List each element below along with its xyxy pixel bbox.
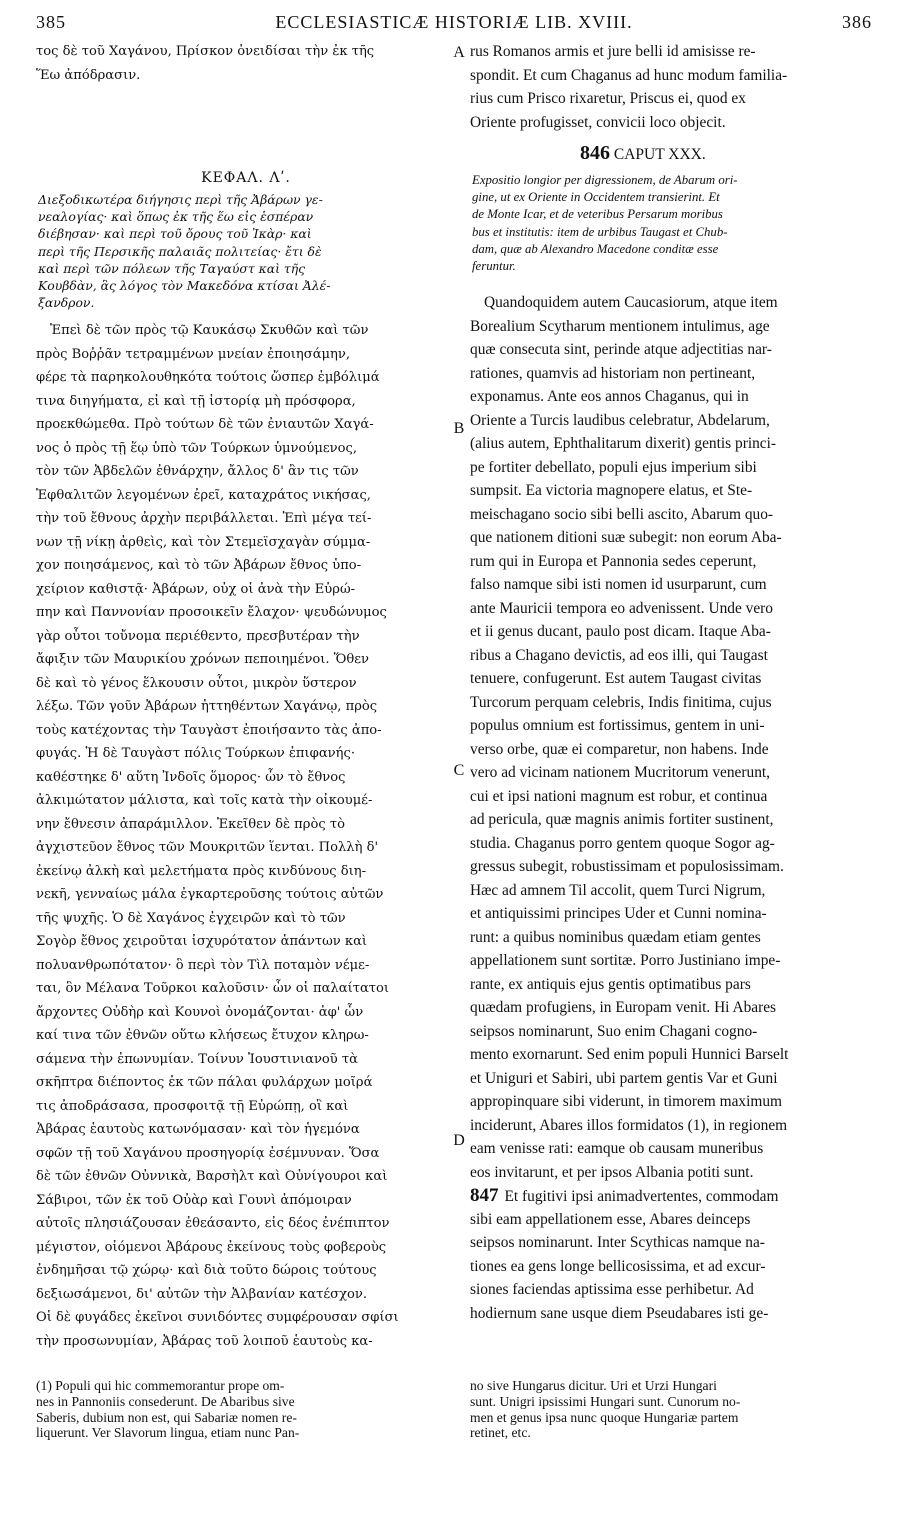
latin-body-line: mento exornarunt. Sed enim populi Hunnici Barselt <box>470 1046 789 1064</box>
latin-body-line: eam venisse rati: eamque ob causam muneribus <box>470 1140 764 1158</box>
latin-body-line: verso orbe, quæ ei comparetur, non habens. Inde <box>470 740 769 758</box>
latin-body-line: ante Mauricii tempora eo advenissent. Unde vero <box>470 599 774 617</box>
latin-body-line: gressus subegit, robustissimam et populosissimam. <box>470 858 784 876</box>
footnote-line: Saberis, dubium non est, qui Sabariæ nomen re- <box>36 1409 297 1425</box>
greek-chapter-title: ΚΕΦΑΛ. Λʹ. <box>201 170 291 186</box>
latin-body-line: hodiernum sane usque diem Pseudabares isti ge- <box>470 1304 769 1322</box>
latin-body-line: tenuere, confugerunt. Est autem Taugast civitas <box>470 670 762 688</box>
greek-body-line: ται, ὃν Μέλανα Τοῦρκοι καλοῦσιν· ὧν οἱ παλαίτατοι <box>36 981 390 997</box>
latin-body-line: tiones ea gens longe bellicosissima, et ad excur- <box>470 1257 766 1275</box>
summary-line: bus et institutis: item de urbibus Taugast et Chub- <box>472 224 728 239</box>
latin-body-line: sibi eam appellationem esse, Abares deinceps <box>470 1210 751 1228</box>
greek-body-line: σκῆπτρα διέποντος ἐκ τῶν πάλαι φυλάρχων μοῖρά <box>36 1075 373 1091</box>
latin-body-line: falso namque sibi isti nomen id usurparunt, cum <box>470 576 767 594</box>
greek-body-line: τὴν προσωνυμίαν, Ἀβάρας τοῦ λοιποῦ ἑαυτοὺς κα- <box>36 1333 373 1349</box>
latin-body-line: Et fugitivi ipsi animadvertentes, commodam <box>504 1188 779 1206</box>
footnote-line: no sive Hungarus dicitur. Uri et Urzi Hungari <box>470 1378 717 1393</box>
latin-body-line: appellationem sunt sortitæ. Porro Justiniano impe- <box>470 952 781 970</box>
greek-column <box>36 40 456 1353</box>
summary-line: διέβησαν· καὶ περὶ τοῦ ὄρους τοῦ Ἰκὰρ· καὶ <box>38 226 312 242</box>
latin-body-line: et antiquissimi principes Uder et Cunni nomina- <box>470 905 767 923</box>
summary-line: νεαλογίας· καὶ ὅπως ἐκ τῆς ἕω εἰς ἑσπέραν <box>38 209 314 225</box>
greek-body-line: πρὸς Βοῤῥᾶν τετραμμένων μνείαν ἐποιησάμην, <box>36 346 351 362</box>
greek-body-line: σφῶν τῇ τοῦ Χαγάνου προσηγορίᾳ ἐσέμνυναν. Ὅσα <box>36 1145 380 1161</box>
latin-body-line: Borealium Scytharum mentionem intulimus, age <box>470 317 770 335</box>
greek-body-line: Ἐφθαλιτῶν λεγομένων ἐρεῖ, καταχράτος νικήσας, <box>36 487 371 503</box>
greek-body-line: ἐνδημῆσαι τῷ χώρῳ· καὶ διὰ τοῦτο δώροις τούτους <box>36 1263 377 1279</box>
summary-line: ξανδρον. <box>38 295 95 311</box>
greek-body <box>36 319 456 1353</box>
footnote-right <box>470 1378 872 1441</box>
latin-body-line: et ii genus ducant, paulo post dicam. Itaque Aba- <box>470 623 771 641</box>
margin-letter: B <box>453 420 465 437</box>
footnote-line: retinet, etc. <box>470 1425 531 1441</box>
greek-body-line: Σογὸρ ἔθνος χειροῦται ἰσχυρότατον ἁπάντων καὶ <box>36 934 368 950</box>
greek-body-line: νων τῇ νίκῃ ἀρθεὶς, καὶ τὸν Στεμεϊσχαγὰν σύμμα- <box>36 534 371 550</box>
greek-body-line: τὸν τῶν Ἀβδελῶν ἐθνάρχην, ἄλλος δ' ἂν τις τῶν <box>36 464 359 480</box>
greek-body-line: ἀγχιστεῦον ἔθνος τῶν Μουκριτῶν ἵενται. Πολλὴ δ' <box>36 840 379 856</box>
summary-line: de Monte Icar, et de veteribus Persarum moribus <box>472 207 723 222</box>
footnote-line: men et genus ipsa nunc quoque Hungariæ partem <box>470 1409 739 1425</box>
latin-body-line: exponamus. Ante eos annos Chaganus, qui in <box>470 388 749 406</box>
latin-body-line: seipsos nominarunt. Inter Scythicas namque na- <box>470 1234 765 1252</box>
latin-body-line: ad pericula, quæ magnis animis fortiter sustinent, <box>470 811 774 829</box>
summary-line: Expositio longior per digressionem, de Abarum ori- <box>472 173 738 187</box>
greek-body-line: μέγιστον, οἰόμενοι Ἀβάρους ἐκείνους τοὺς φοβεροὺς <box>36 1239 387 1255</box>
latin-body-line: studia. Chaganus porro gentem quoque Sogor ag- <box>470 834 775 852</box>
summary-line: περὶ τῆς Περσικῆς παλαιᾶς πολιτείας· ἔτι δὲ <box>38 243 322 259</box>
column-number: 847 <box>470 1185 499 1207</box>
latin-body-line: eos invitarunt, et per ipsos Albania potiti sunt. <box>470 1163 754 1181</box>
margin-letter: A <box>453 44 465 61</box>
greek-body-line: τοὺς κατέχοντας τὴν Ταυγὰστ ἐποιήσαντο τὰς ἀπο- <box>36 722 382 738</box>
greek-top-line: τος δὲ τοῦ Χαγάνου, Πρίσκον ὀνειδίσαι τὴν ἐκ τῆς <box>36 44 375 59</box>
latin-body-line: Quandoquidem autem Caucasiorum, atque item <box>484 294 778 312</box>
latin-paragraph-start <box>470 1184 872 1208</box>
greek-body-line: χείριον καθιστᾷ· Ἀβάρων, οὐχ οἱ ἀνὰ τὴν Εὐρώ- <box>36 581 356 597</box>
footnote-left <box>36 1378 456 1441</box>
footnote-line: sunt. Unigri ipsissimi Hungari sunt. Cunorum no- <box>470 1393 741 1409</box>
latin-body-line: ribus a Chagano devictis, ad eos illi, qui Taugast <box>470 646 768 664</box>
latin-body-line: et Uniguri et Sabiri, ubi partem gentis Var et Guni <box>470 1069 778 1087</box>
column-number: 846 <box>580 142 610 164</box>
latin-body-line: (alius autem, Ephthalitarum dixerit) gentis princi- <box>470 435 777 453</box>
footnote-line: nes in Pannoniis consederunt. De Abaribus sive <box>36 1393 295 1409</box>
summary-line: gine, ut ex Oriente in Occidentem transierint. Et <box>472 190 720 205</box>
greek-body-line: νος ὁ πρὸς τῇ ἕῳ ὑπὸ τῶν Τούρκων ὑμνούμενος, <box>36 440 357 456</box>
latin-body <box>470 291 872 1325</box>
margin-letter: C <box>453 762 465 779</box>
latin-top-line: rus Romanos armis et jure belli id amisisse re- <box>470 43 756 60</box>
greek-body-line: νην ἔθνεσιν ἀπαράμιλλον. Ἐκεῖθεν δὲ πρὸς τὸ <box>36 816 345 832</box>
latin-body-line: quædam profugiens, in Europam venit. Hi Abares <box>470 999 777 1017</box>
greek-body-line: πην καὶ Παννονίαν προσοικεῖν ἔλαχον· ψευδώνυμος <box>36 605 387 621</box>
latin-body-line: rante, ex antiquis ejus gentis optimatibus pars <box>470 975 751 993</box>
greek-body-line: δὲ καὶ τὸ γένος ἕλκουσιν οὗτοι, μικρὸν ὕστερον <box>36 675 357 691</box>
greek-body-line: λέξω. Τῶν γοῦν Ἀβάρων ἡττηθέντων Χαγάνῳ, πρὸς <box>36 699 378 715</box>
greek-body-line: τὴν τοῦ ἔθνους ἀρχὴν περιβάλλεται. Ἐπὶ μέγα τεί- <box>36 511 372 527</box>
summary-line: Διεξοδικωτέρα διήγησις περὶ τῆς Ἀβάρων γε- <box>38 192 323 207</box>
greek-body-line: γὰρ οὗτοι τοὔνομα περιέθεντο, πρεσβυτέραν τὴν <box>36 628 360 644</box>
greek-body-line: δεξιωσάμενοι, δι' αὐτῶν τὴν Ἀλβανίαν κατέσχον. <box>36 1286 368 1302</box>
greek-top-line: Ἕω ἀπόδρασιν. <box>36 67 141 83</box>
latin-body-line: vero ad vicinam nationem Mucritorum venerunt, <box>470 764 771 782</box>
greek-body-line: Ἐπεὶ δὲ τῶν πρὸς τῷ Καυκάσῳ Σκυθῶν καὶ τῶν <box>50 323 369 339</box>
running-header <box>36 6 872 38</box>
latin-body-line: runt: a quibus nominibus quædam etiam gentes <box>470 928 761 946</box>
latin-top-line: spondit. Et cum Chaganus ad hunc modum familia- <box>470 66 788 84</box>
greek-body-line: χον ποιησάμενος, καὶ τὸ τῶν Ἀβάρων ἔθνος ὑπο- <box>36 558 362 574</box>
summary-line: Κουβδὰν, ἃς λόγος τὸν Μακεδόνα κτίσαι Ἀλέ- <box>38 277 331 293</box>
latin-body-line: rum qui in Europa et Pannonia sedes ceperunt, <box>470 552 757 570</box>
latin-body-line: appropinquare sibi viderunt, in timorem maximum <box>470 1093 783 1111</box>
latin-body-line: populus omnium est fortissimus, gentem in uni- <box>470 717 765 735</box>
latin-body-line: quæ consecuta sint, perinde atque adjectitias nar- <box>470 341 772 359</box>
greek-body-line: καί τινα τῶν ἐθνῶν οὕτω κλήσεως ἔτυχον κληρω- <box>36 1028 369 1044</box>
greek-body-line: σάμενα τὴν ἐπωνυμίαν. Τοίνυν Ἰουστινιανοῦ τὰ <box>36 1051 359 1067</box>
footnote-line: liquerunt. Ver Slavorum lingua, etiam nunc Pan- <box>36 1425 300 1441</box>
summary-line: καὶ περὶ τῶν πόλεων τῆς Ταγαύστ καὶ τῆς <box>38 260 306 276</box>
latin-chapter-heading <box>470 142 872 168</box>
greek-body-line: ἐκείνῳ ἀλκὴ καὶ μελετήματα πρὸς κινδύνους διη- <box>36 863 367 879</box>
greek-body-line: πολυανθρωπότατον· ὃ περὶ τὸν Τὶλ ποταμὸν νέμε- <box>36 957 370 973</box>
latin-body-line: sumpsit. Ea victoria magnopere elatus, et Ste- <box>470 482 753 500</box>
greek-body-line: νεκῆ, γενναίως μάλα ἐγκαρτεροῦσης τούτοις αὐτῶν <box>36 887 384 903</box>
greek-body-line: φυγάς. Ἡ δὲ Ταυγὰστ πόλις Τούρκων ἐπιφανής· <box>36 746 355 762</box>
latin-column <box>470 40 872 1325</box>
greek-body-line: Σάβιροι, τῶν ἐκ τοῦ Οὐὰρ καὶ Γουνὶ ἀπόμοιραν <box>36 1192 352 1208</box>
latin-top-line: Oriente profugisset, convicii loco objecit. <box>470 113 726 131</box>
latin-body-line: meischagano socio sibi belli ascito, Abarum quo- <box>470 505 774 523</box>
latin-body-line: cui et ipsi nationi magnum est robur, et continua <box>470 787 768 805</box>
latin-body-line: siones faciendas aptissima esse perhibetur. Ad <box>470 1281 754 1299</box>
greek-body-line: καθέστηκε δ' αὕτη Ἰνδοῖς ὅμορος· ὧν τὸ ἔθνος <box>36 769 346 785</box>
running-head: ECCLESIASTICÆ HISTORIÆ LIB. XVIII. <box>275 12 633 32</box>
greek-body-line: ἄρχοντες Οὐδὴρ καὶ Κουνοὶ ὀνομάζονται· ἀφ' ὧν <box>36 1004 364 1020</box>
margin-letter: D <box>453 1132 465 1149</box>
greek-body-line: Ἀβάρας ἑαυτοὺς κατωνόμασαν· καὶ τὸν ἡγεμόνα <box>36 1122 360 1138</box>
summary-line: dam, quæ ab Alexandro Macedone conditæ esse <box>472 241 719 256</box>
summary-line: feruntur. <box>472 258 516 273</box>
latin-body-line: pe fortiter debellato, populi ejus imperium sibi <box>470 458 757 476</box>
latin-body-line: rationes, quamvis ad historiam non pertineant, <box>470 364 756 382</box>
greek-body-line: φέρε τὰ παρηκολουθηκότα τούτοις ὥσπερ ἐμβόλιμά <box>36 370 380 386</box>
latin-top-line: rius cum Prisco rixaretur, Priscus ei, quod ex <box>470 90 746 107</box>
greek-body-line: τῆς ψυχῆς. Ὁ δὲ Χαγάνος ἐγχειρῶν καὶ τὸ τῶν <box>36 910 346 926</box>
greek-body-line: δὲ τῶν ἐθνῶν Οὐννικὰ, Βαρσὴλτ καὶ Οὐνίγουροι καὶ <box>36 1169 388 1185</box>
greek-body-line: ἄφιξιν τῶν Μαυρικίου χρόνων πεποιημένοι. Ὅθεν <box>36 652 369 668</box>
greek-body-line: ἀλκιμώτατον μάλιστα, καὶ τοῖς κατὰ τὴν οἰκουμέ- <box>36 793 373 809</box>
footnote-line: (1) Populi qui hic commemorantur prope om- <box>36 1378 285 1393</box>
latin-chapter-title: CAPUT XXX. <box>613 146 706 163</box>
latin-body-line: Turcorum perquam celebris, Indis finitima, cujus <box>470 693 772 711</box>
greek-body-line: Οἱ δὲ φυγάδες ἐκεῖνοι συνιδόντες συμφέρουσαν σφίσι <box>36 1310 399 1326</box>
latin-body-line: Hæc ad amnem Til accolit, quem Turci Nigrum, <box>470 881 766 899</box>
page-number-left: 385 <box>36 12 66 32</box>
latin-chapter-summary <box>470 172 872 275</box>
latin-body-line: que nationem ditioni suæ subegit: non eorum Aba- <box>470 529 782 547</box>
latin-body-line: inciderunt, Abares illos formidatos (1), in regionem <box>470 1116 788 1134</box>
greek-body-line: προεκθώμεθα. Πρὸ τούτων δὲ τῶν ἐνιαυτῶν Χαγά- <box>36 417 374 433</box>
greek-body-line: αὐτοῖς πλησιάζουσαν ἐθεάσαντο, εἰς δέος ἐνέπιπτον <box>36 1216 390 1232</box>
latin-body-line: Oriente a Turcis laudibus celebratur, Abdelarum, <box>470 411 770 429</box>
greek-body-line: τινα διηγήματα, εἰ καὶ τῇ ἱστορίᾳ μὴ πρόσφορα, <box>36 393 356 409</box>
latin-body-line: seipsos nominarunt, Suo enim Chagani cogno- <box>470 1022 758 1040</box>
page-number-right: 386 <box>842 12 872 32</box>
greek-body-line: τις ἀποδράσασα, προσφοιτᾷ τῇ Εὐρώπῃ, οἳ καὶ <box>36 1098 349 1114</box>
greek-chapter-summary <box>36 191 456 311</box>
